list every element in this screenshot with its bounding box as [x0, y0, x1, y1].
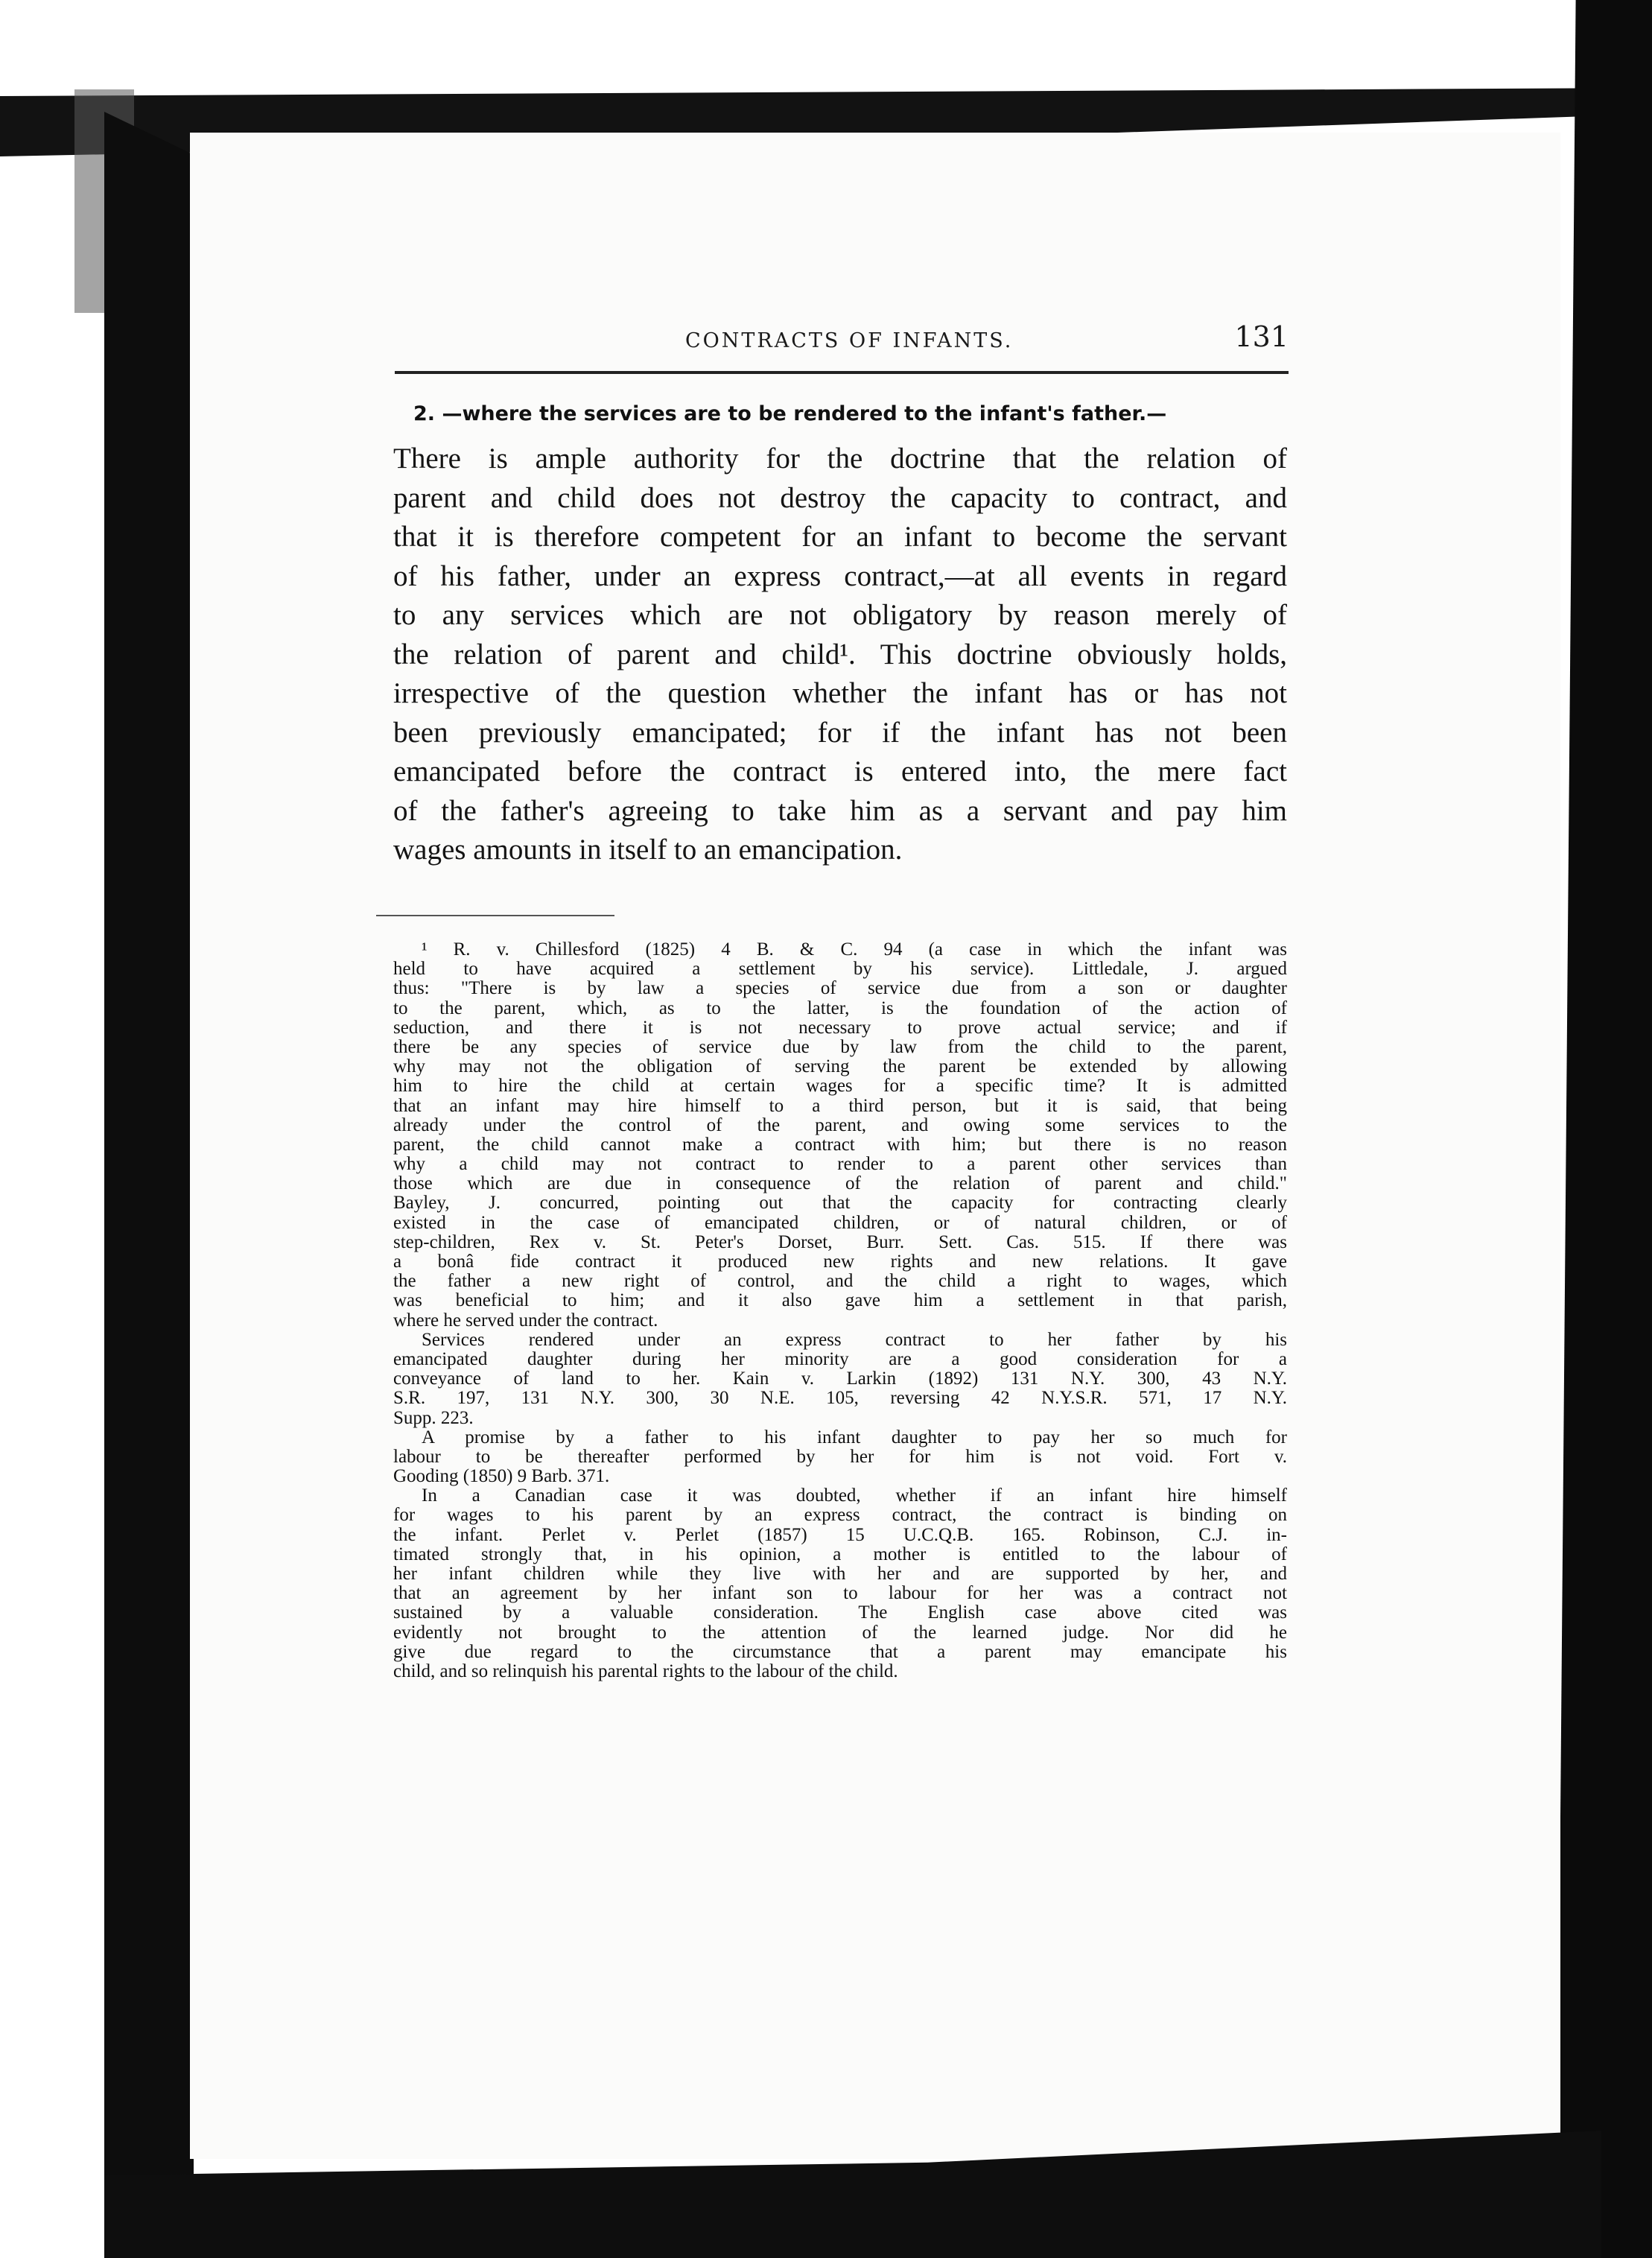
- footnote-line: existed in the case of emancipated children, or of natural children, or of: [393, 1212, 1287, 1233]
- footnote-line: that an agreement by her infant son to labour for her was a contract not: [393, 1583, 1287, 1604]
- body-line: wages amounts in itself to an emancipation.: [393, 834, 903, 866]
- header-rule: [395, 371, 1289, 374]
- footnote-line: S.R. 197, 131 N.Y. 300, 30 N.E. 105, reversing 42 N.Y.S.R. 571, 17 N.Y.: [393, 1388, 1287, 1409]
- footnote-line: sustained by a valuable consideration. The English case above cited was: [393, 1602, 1287, 1623]
- footnote-line: emancipated daughter during her minority are a good consideration for a: [393, 1348, 1287, 1369]
- body-line: emancipated before the contract is entered into, the mere fact: [393, 755, 1287, 787]
- page-number: 131: [1234, 320, 1289, 353]
- footnote-line: was beneficial to him; and it also gave him a settlement in that parish,: [393, 1290, 1287, 1311]
- footnote-line: the infant. Perlet v. Perlet (1857) 15 U.C.Q.B. 165. Robinson, C.J. in-: [393, 1524, 1287, 1545]
- body-line: to any services which are not obligatory by reason merely of: [393, 599, 1287, 631]
- scan-right-edge: [1557, 0, 1652, 2258]
- footnote-line: that an infant may hire himself to a third person, but it is said, that being: [393, 1095, 1287, 1116]
- footnote-rule: [376, 915, 614, 916]
- footnote-line: timated strongly that, in his opinion, a mother is entitled to the labour of: [393, 1544, 1287, 1564]
- footnote-line: conveyance of land to her. Kain v. Larkin (1892) 131 N.Y. 300, 43 N.Y.: [393, 1369, 1287, 1389]
- footnote-line: evidently not brought to the attention of the learned judge. Nor did he: [393, 1622, 1287, 1643]
- footnote-line: the father a new right of control, and the child a right to wages, which: [393, 1271, 1287, 1292]
- footnote-line: ¹ R. v. Chillesford (1825) 4 B. & C. 94 (a case in which the infant was: [422, 939, 1287, 960]
- body-line: of the father's agreeing to take him as a servant and pay him: [393, 794, 1287, 827]
- footnote-line: her infant children while they live with her and are supported by her, and: [393, 1564, 1287, 1584]
- footnote-line: In a Canadian case it was doubted, whether if an infant hire himself: [422, 1485, 1287, 1506]
- body-text: [393, 440, 1287, 870]
- footnote-line: for wages to his parent by an express contract, the contract is binding on: [393, 1505, 1287, 1526]
- running-head: CONTRACTS OF INFANTS.: [685, 329, 1014, 352]
- body-line: been previously emancipated; for if the infant has not been: [393, 716, 1287, 749]
- footnote-line: child, and so relinquish his parental rights to the labour of the child.: [393, 1661, 898, 1681]
- body-line: irrespective of the question whether the infant has or has not: [393, 677, 1287, 709]
- footnote-line: Services rendered under an express contract to her father by his: [422, 1329, 1287, 1350]
- footnote-line: him to hire the child at certain wages for a specific time? It is admitted: [393, 1076, 1287, 1097]
- footnote-line: why a child may not contract to render to a parent other services than: [393, 1154, 1287, 1175]
- footnote-line: there be any species of service due by law from the child to the parent,: [393, 1036, 1287, 1057]
- footnote-line: where he served under the contract.: [393, 1310, 658, 1331]
- footnote-line: Gooding (1850) 9 Barb. 371.: [393, 1466, 610, 1487]
- section-subheading: 2. —where the services are to be rendered to the infant's father.—: [413, 402, 1167, 425]
- body-line: parent and child does not destroy the capacity to contract, and: [393, 481, 1287, 514]
- footnote-line: thus: "There is by law a species of service due from a son or daughter: [393, 978, 1287, 999]
- scan-left-edge: [104, 112, 194, 2258]
- body-line: that it is therefore competent for an infant to become the servant: [393, 521, 1287, 553]
- page-header: [395, 320, 1289, 365]
- body-line: the relation of parent and child¹. This doctrine obviously holds,: [393, 638, 1287, 670]
- footnote: [393, 940, 1287, 1681]
- footnote-line: Supp. 223.: [393, 1407, 474, 1428]
- footnote-line: to the parent, which, as to the latter, is the foundation of the action of: [393, 998, 1287, 1018]
- footnote-line: Bayley, J. concurred, pointing out that the capacity for contracting clearly: [393, 1193, 1287, 1214]
- footnote-line: A promise by a father to his infant daughter to pay her so much for: [422, 1427, 1287, 1447]
- footnote-line: give due regard to the circumstance that a parent may emancipate his: [393, 1641, 1287, 1662]
- body-line: There is ample authority for the doctrine that the relation of: [393, 443, 1287, 475]
- footnote-line: held to have acquired a settlement by his service). Littledale, J. argued: [393, 959, 1287, 980]
- body-line: of his father, under an express contract,—at all events in regard: [393, 559, 1287, 592]
- footnote-line: already under the control of the parent, and owing some services to the: [393, 1114, 1287, 1135]
- footnote-line: seduction, and there it is not necessary to prove actual service; and if: [393, 1017, 1287, 1038]
- footnote-line: those which are due in consequence of the relation of parent and child.": [393, 1173, 1287, 1194]
- footnote-line: labour to be thereafter performed by her for him is not void. Fort v.: [393, 1446, 1287, 1467]
- footnote-line: step-children, Rex v. St. Peter's Dorset, Burr. Sett. Cas. 515. If there was: [393, 1231, 1287, 1252]
- footnote-line: a bonâ fide contract it produced new rights and new relations. It gave: [393, 1252, 1287, 1272]
- footnote-line: parent, the child cannot make a contract with him; but there is no reason: [393, 1134, 1287, 1155]
- footnote-line: why may not the obligation of serving the parent be extended by allowing: [393, 1056, 1287, 1077]
